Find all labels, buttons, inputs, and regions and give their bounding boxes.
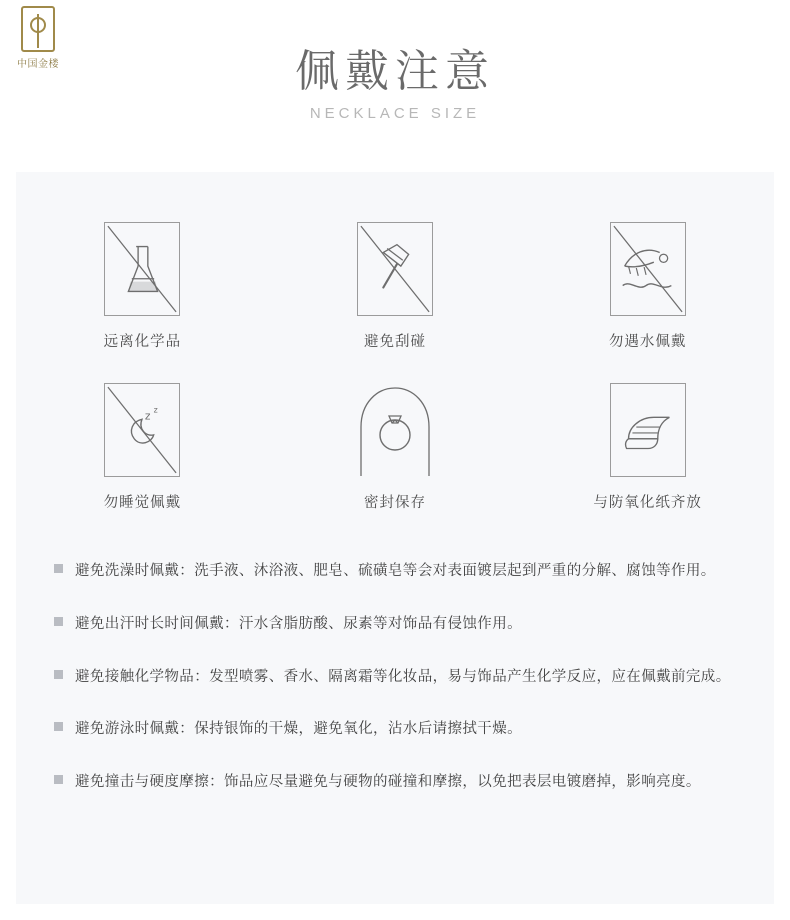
care-item-label: 勿睡觉佩戴 xyxy=(103,495,182,511)
page-title: 佩戴注意 xyxy=(295,46,495,97)
care-item-label: 避免刮碰 xyxy=(363,334,426,350)
svg-text:z: z xyxy=(145,409,151,423)
hammer-scratch-icon xyxy=(357,222,433,316)
list-item xyxy=(54,716,744,743)
note-text: 避免出汗时长时间佩戴：汗水含脂肪酸、尿素等对饰品有侵蚀作用。 xyxy=(75,615,522,632)
list-item xyxy=(54,611,744,638)
no-sleep-icon xyxy=(104,383,180,477)
svg-text:z: z xyxy=(154,405,159,415)
care-item xyxy=(16,383,269,512)
care-instructions-panel xyxy=(16,172,774,904)
note-text: 避免洗澡时佩戴：洗手液、沐浴液、肥皂、硫磺皂等会对表面镀层起到严重的分解、腐蚀等作用。 xyxy=(75,563,716,579)
list-item xyxy=(54,769,744,796)
care-notes-list xyxy=(54,558,744,822)
sealed-storage-ring-icon xyxy=(357,383,433,477)
page-title-block xyxy=(0,44,790,122)
list-item xyxy=(54,664,744,691)
note-text: 避免接触化学物品：发型喷雾、香水、隔离霜等化妆品，易与饰品产生化学反应，应在佩戴前完成。 xyxy=(75,668,731,685)
bullet-icon xyxy=(54,775,63,784)
care-item xyxy=(521,383,774,512)
brand-name: 中国金楼 xyxy=(17,59,59,70)
note-text: 避免游泳时佩戴：保持银饰的干燥，避免氧化，沾水后请擦拭干燥。 xyxy=(75,721,522,738)
care-item xyxy=(269,222,522,351)
bullet-icon xyxy=(54,670,63,679)
list-item xyxy=(54,558,744,585)
care-item-label: 勿遇水佩戴 xyxy=(608,334,687,350)
care-icon-grid xyxy=(16,222,774,544)
care-item xyxy=(521,222,774,351)
chemical-flask-icon xyxy=(104,222,180,316)
bullet-icon xyxy=(54,564,63,573)
bullet-icon xyxy=(54,617,63,626)
anti-oxidation-paper-icon xyxy=(610,383,686,477)
care-item-label: 与防氧化纸齐放 xyxy=(593,495,702,511)
care-item xyxy=(269,383,522,512)
care-item xyxy=(16,222,269,351)
note-text: 避免撞击与硬度摩擦：饰品应尽量避免与硬物的碰撞和摩擦，以免把表层电镀磨掉，影响亮度。 xyxy=(75,774,701,791)
bullet-icon xyxy=(54,722,63,731)
no-water-icon xyxy=(610,222,686,316)
care-item-label: 密封保存 xyxy=(363,495,426,511)
care-item-label: 远离化学品 xyxy=(103,334,182,350)
page-subtitle: NECKLACE SIZE xyxy=(309,105,481,122)
